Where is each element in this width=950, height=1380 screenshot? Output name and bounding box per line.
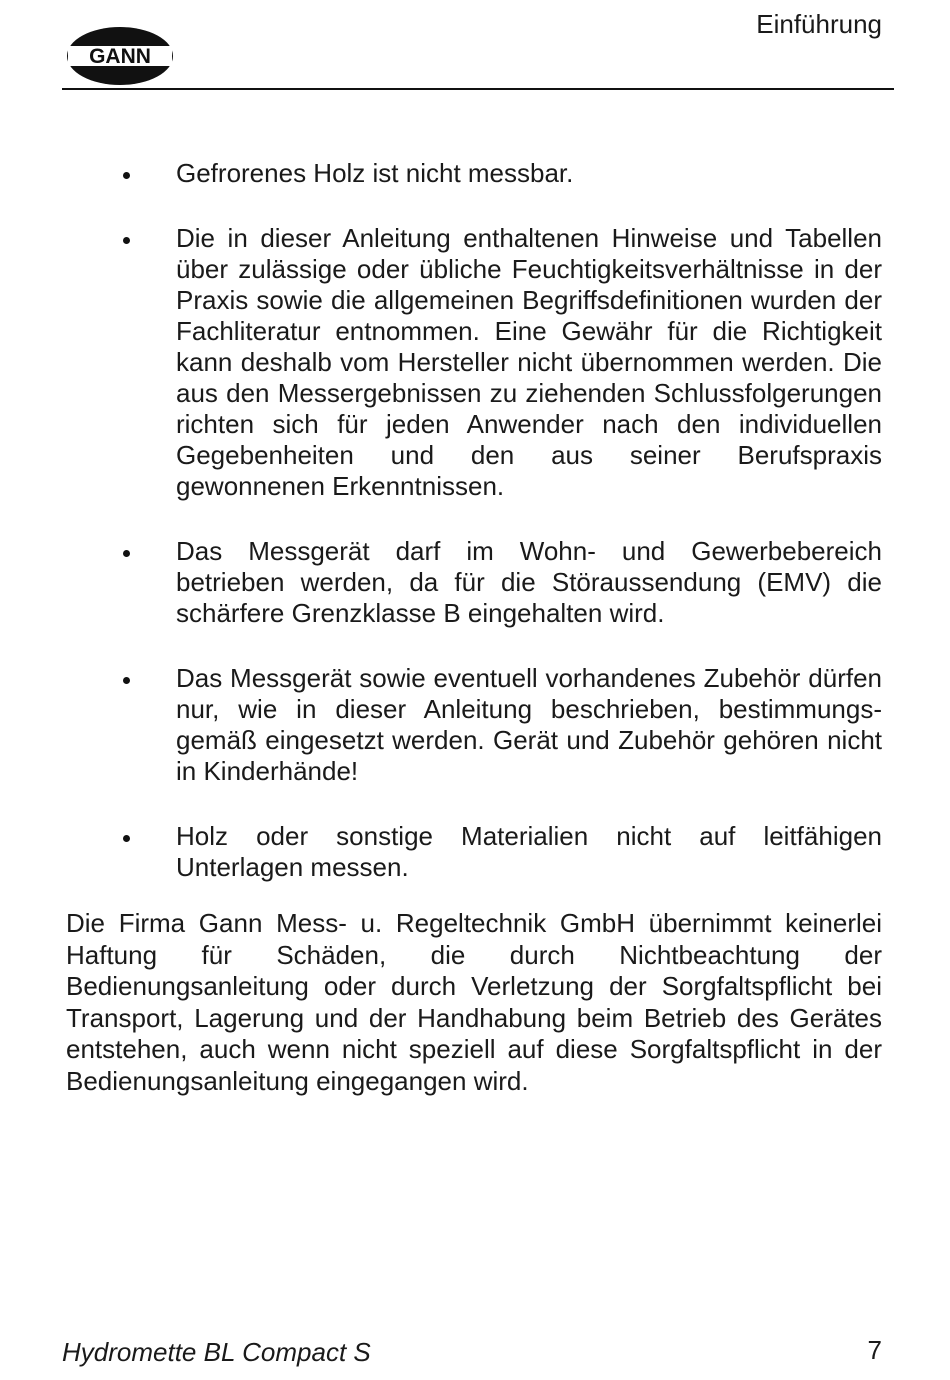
page-number: 7 — [867, 1335, 882, 1365]
header-divider — [62, 88, 894, 90]
gann-logo — [66, 26, 174, 86]
bullet-item-intended-use — [66, 663, 882, 787]
bullet-text: Gefrorenes Holz ist nicht messbar. — [176, 158, 574, 188]
section-title: Einführung — [756, 9, 882, 39]
bullet-item-literature-notice — [66, 223, 882, 502]
bullet-text: Die in dieser Anleitung enthaltenen Hinweise und Tabellen über zulässige oder übliche Feuchtigkeitsverhältnisse in der Praxis sowie die allgemeinen Begriffsdefinitionen wurden der Fachliteratur entnommen. Eine Gewähr für die Richtigkeit kann deshalb vom Hersteller nicht übernommen werden. Die aus den Messergebnissen zu ziehenden Schlussfolgerungen richten sich für jeden Anwender nach den individuellen Gegebenheiten und den aus seiner Berufspraxis gewonnenen Erkenntnissen. — [176, 223, 882, 501]
svg-text:GANN: GANN — [89, 45, 151, 68]
bullet-text: Holz oder sonstige Materialien nicht auf leitfähigen Unterlagen messen. — [176, 821, 882, 882]
bullet-marker — [123, 550, 130, 557]
bullet-item-emv-class — [66, 536, 882, 629]
bullet-marker — [123, 677, 130, 684]
bullet-marker — [123, 172, 130, 179]
bullet-text: Das Messgerät sowie eventuell vorhandenes Zubehör dürfen nur, wie in dieser Anleitung beschrieben, bestimmungs-gemäß eingesetzt werden. Gerät und Zubehör gehören nicht in Kinderhände! — [176, 663, 882, 786]
bullet-marker — [123, 835, 130, 842]
bullet-text: Das Messgerät darf im Wohn- und Gewerbebereich betrieben werden, da für die Störaussendung (EMV) die schärfere Grenzklasse B eingehalten wird. — [176, 536, 882, 628]
bullet-item-frozen-wood — [66, 158, 882, 189]
liability-disclaimer: Die Firma Gann Mess- u. Regeltechnik GmbH übernimmt keinerlei Haftung für Schäden, die durch Nichtbeachtung der Bedienungsanleitung oder durch Verletzung der Sorgfaltspflicht bei Transport, Lagerung und der Handhabung beim Betrieb des Gerätes entstehen, auch wenn nicht speziell auf diese Sorgfaltspflicht in der Bedienungsanleitung eingegangen wird. — [66, 908, 882, 1096]
footer-product-name: Hydromette BL Compact S — [62, 1337, 371, 1367]
bullet-marker — [123, 237, 130, 244]
bullet-list — [66, 158, 882, 917]
bullet-item-conductive-surfaces — [66, 821, 882, 883]
